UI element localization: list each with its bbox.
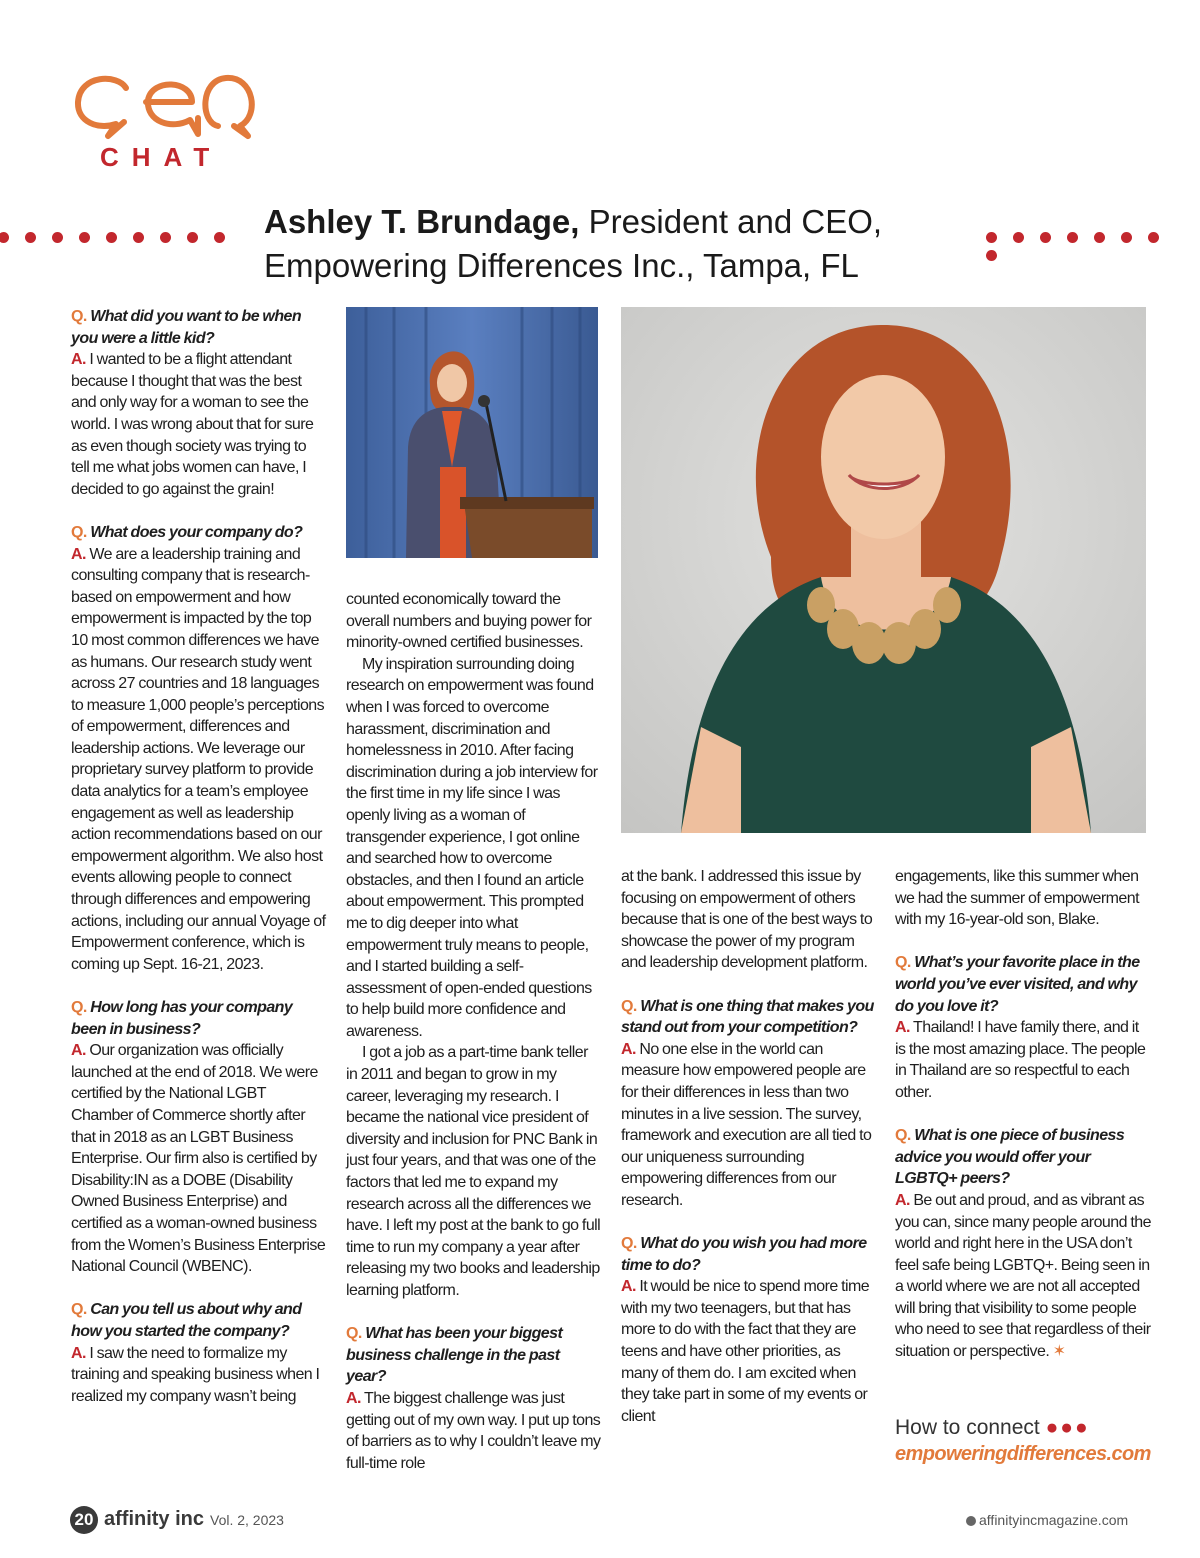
q-label: Q. — [895, 1127, 911, 1145]
connect-label: How to connect — [895, 1416, 1040, 1439]
answer-1 — [71, 349, 327, 500]
a-label: A. — [71, 1042, 86, 1060]
question-text: What did you want to be when you were a little kid? — [71, 308, 302, 347]
q-label: Q. — [895, 954, 911, 972]
question-text: What is one piece of business advice you would offer your LGBTQ+ peers? — [895, 1127, 1125, 1188]
page-number: 20 — [70, 1506, 98, 1534]
answer-text: Our organization was officially launched at the end of 2018. We were certified by the National LGBT Chamber of Commerce shortly after that in 2018 as an LGBT Business Enterprise. Our firm also is certified by Disability:IN as a DOBE (Disability Owned Business Enterprise) and certified as a woman-owned business from the Women’s Business Enterprise National Council (WBENC). — [71, 1042, 326, 1276]
answer-text: No one else in the world can measure how empowered people are for their differences in less than two minutes in a live session. The survey, framework and execution are all tied to our uniqueness surrounding empowering differences from our research. — [621, 1040, 872, 1209]
answer-text: The biggest challenge was just getting out of my own way. I put up tons of barriers as to why I couldn’t leave my full-time role — [346, 1389, 601, 1472]
answer-2 — [71, 544, 327, 976]
answer-7 — [621, 1276, 877, 1427]
question-9 — [895, 1125, 1151, 1190]
question-text: What is one thing that makes you stand out from your competition? — [621, 997, 874, 1037]
question-5 — [346, 1323, 602, 1388]
answer-text: I wanted to be a flight attendant because I thought that was the best and only way for a woman to see the world. I was wrong about that for sure as even though society was trying to tell me what jobs women can have, I decided to go against the grain! — [71, 351, 314, 498]
paragraph: counted economically toward the overall numbers and buying power for minority-owned certified businesses. — [346, 591, 592, 652]
a-label: A. — [346, 1389, 361, 1407]
answer-3 — [71, 1040, 327, 1278]
portrait-photo — [621, 307, 1146, 833]
a-label: A. — [71, 545, 86, 563]
dots-icon: ●●● — [1045, 1416, 1090, 1439]
column-2 — [346, 589, 602, 1474]
q-label: Q. — [71, 1301, 87, 1319]
podium-photo — [346, 307, 598, 558]
question-text: How long has your company been in business? — [71, 999, 293, 1038]
globe-icon — [966, 1516, 976, 1526]
left-dot-divider — [0, 230, 241, 248]
paragraph: engagements, like this summer when we had the summer of empowerment with my 16-year-old son, Blake. — [895, 868, 1140, 929]
answer-text: Be out and proud, and as vibrant as you can, since many people around the world and right here in the USA don’t feel safe being LGBTQ+. Being seen in a world where we are not all accepted will bring that visibility to some people who need to see that regardless of their situation or perspective. — [895, 1191, 1151, 1361]
question-text: What does your company do? — [90, 523, 303, 541]
person-name: Ashley T. Brundage, — [264, 203, 580, 240]
question-1 — [71, 306, 327, 349]
a-label: A. — [71, 1344, 86, 1362]
a-label: A. — [895, 1191, 910, 1209]
question-text: Can you tell us about why and how you started the company? — [71, 1301, 302, 1340]
magazine-site[interactable] — [966, 1512, 1128, 1528]
q-label: Q. — [621, 1235, 637, 1253]
column-3 — [621, 866, 877, 1427]
q-label: Q. — [346, 1325, 362, 1343]
website-link[interactable]: empoweringdifferences.com — [895, 1443, 1151, 1465]
end-mark-icon: ✶ — [1052, 1343, 1066, 1361]
question-8 — [895, 952, 1151, 1017]
article-headline — [264, 200, 984, 288]
company-line: Empowering Differences Inc., Tampa, FL — [264, 247, 859, 284]
answer-text: I saw the need to formalize my training and speaking business when I realized my company wasn’t being — [71, 1344, 320, 1405]
logo-subtitle: CHAT — [100, 142, 223, 172]
answer-5 — [346, 1388, 602, 1474]
question-text: What has been your biggest business challenge in the past year? — [346, 1325, 563, 1386]
paragraph: I got a job as a part-time bank teller in 2011 and began to grow in my career, leveraging my research. I became the national vice president of diversity and inclusion for PNC Bank in just four years, and that was one of the factors that led me to expand my research across all the differences we have. I left my post at the bank to go full time to run my company a year after releasing my two books and leadership learning platform. — [346, 1044, 601, 1299]
q-label: Q. — [71, 523, 87, 541]
a-label: A. — [621, 1278, 636, 1296]
question-text: What’s your favorite place in the world you’ve ever visited, and why do you love it? — [895, 954, 1140, 1015]
q-label: Q. — [621, 997, 637, 1015]
question-6 — [621, 996, 877, 1039]
question-3 — [71, 997, 327, 1040]
question-text: What do you wish you had more time to do? — [621, 1235, 867, 1274]
answer-6 — [621, 1039, 877, 1212]
answer-9 — [895, 1190, 1151, 1363]
paragraph: My inspiration surrounding doing research on empowerment was found when I was forced to overcome harassment, discrimination and homelessness in 2010. After facing discrimination during a job interview for the first time in my life since I was openly living as a woman of transgender experience, I got online and searched how to overcome obstacles, and then I found an article about empowerment. This prompted me to dig deeper into what empowerment truly means to people, and I started building a self-assessment of open-ended questions to help build more confidence and awareness. — [346, 655, 598, 1040]
answer-8 — [895, 1017, 1151, 1103]
site-text: affinityincmagazine.com — [979, 1512, 1129, 1528]
question-4 — [71, 1299, 327, 1342]
magazine-brand: affinity inc — [104, 1508, 205, 1530]
answer-text: We are a leadership training and consulting company that is research-based on empowerment and how empowerment is impacted by the top 10 most common differences we have as humans. Our research study went across 27 countries and 18 languages to measure 1,000 people’s perceptions of empowerment, differences and leadership actions. We leverage our proprietary survey platform to provide data analytics for a team’s employee engagement as well as leadership action recommendations based on our empowerment algorithm. We also host events allowing people to connect through differences and empowering actions, including our annual Voyage of Empowerment conference, which is coming up Sept. 16-21, 2023. — [71, 545, 326, 973]
q-label: Q. — [71, 999, 87, 1016]
answer-text: It would be nice to spend more time with my two teenagers, but that has more to do with the fact that they are teens and have other priorities, as many of them do. I am excited when they take part in some of my events or client — [621, 1278, 870, 1425]
volume-label: Vol. 2, 2023 — [210, 1512, 284, 1528]
person-title: President and CEO, — [579, 203, 883, 240]
answer-4 — [71, 1343, 327, 1408]
a-label: A. — [71, 351, 86, 369]
a-label: A. — [895, 1019, 910, 1037]
column-1 — [71, 306, 327, 1407]
answer-text: Thailand! I have family there, and it is the most amazing place. The people in Thailand are so respectful to each other. — [895, 1019, 1146, 1101]
question-7 — [621, 1233, 877, 1276]
how-to-connect — [895, 1416, 1090, 1440]
question-2 — [71, 522, 327, 544]
q-label: Q. — [71, 308, 87, 325]
right-dot-divider — [986, 230, 1200, 248]
a-label: A. — [621, 1040, 636, 1058]
column-4 — [895, 866, 1151, 1363]
paragraph: at the bank. I addressed this issue by focusing on empowerment of others because that is one of the best ways to showcase the power of my program and leadership development platform. — [621, 868, 873, 972]
